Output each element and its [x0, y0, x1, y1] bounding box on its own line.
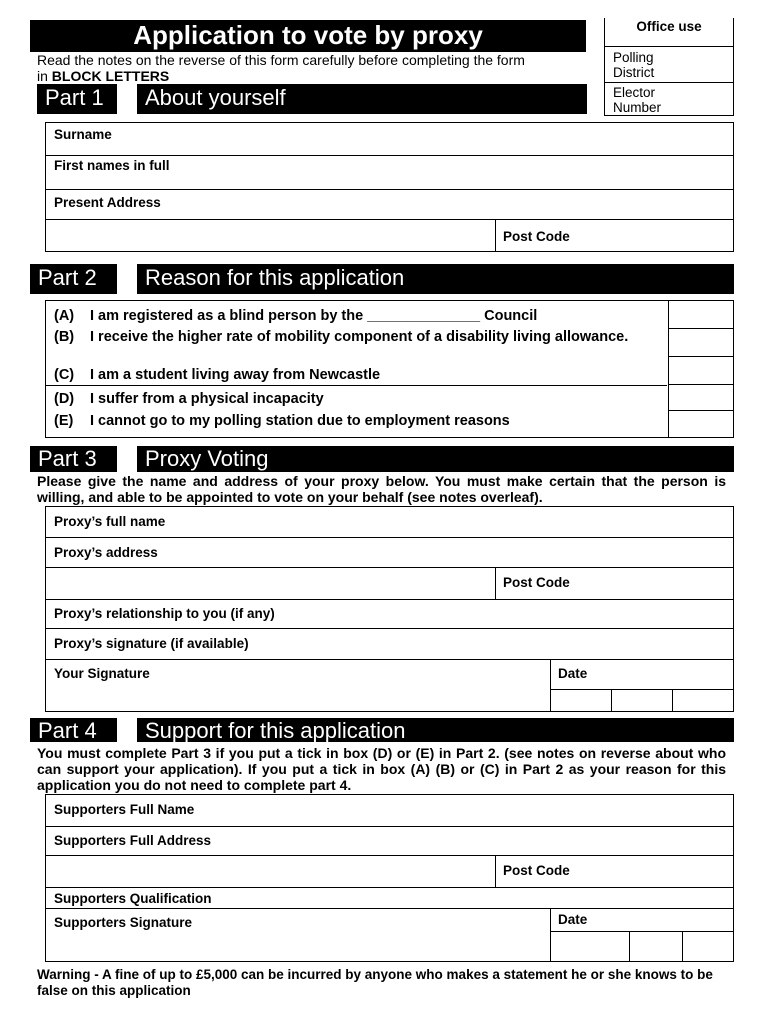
reason-code: (C) [54, 367, 75, 383]
part3-label: Part 3 [30, 446, 117, 472]
date-box-2[interactable] [611, 689, 672, 711]
supporter-address-field[interactable]: Supporters Full Address [54, 833, 212, 848]
postcode-field[interactable]: Post Code [503, 229, 570, 244]
part4-label: Part 4 [30, 718, 117, 742]
tick-box-c[interactable] [668, 357, 734, 385]
office-use-box [604, 18, 734, 116]
reason-text: I am a student living away from Newcastle [90, 367, 381, 383]
instructions [37, 52, 597, 84]
warning-text: Warning - A fine of up to £5,000 can be incurred by anyone who makes a statement he or she knows to be false on this application [37, 967, 713, 998]
elector-number-label [613, 85, 661, 115]
tick-box-a[interactable] [668, 301, 734, 329]
date-box-1[interactable] [550, 689, 611, 711]
part2-box [45, 300, 734, 438]
part1-label: Part 1 [37, 84, 117, 114]
instructions-line-1: Read the notes on the reverse of this form carefully before completing the form [37, 52, 525, 68]
proxy-relationship-field[interactable]: Proxy’s relationship to you (if any) [54, 606, 275, 621]
part3-intro: Please give the name and address of your proxy below. You must make certain that the person is willing, and able to be appointed to vote on your behalf (see notes overleaf). [37, 473, 726, 505]
supporter-signature-field[interactable]: Supporters Signature [54, 915, 193, 930]
supporter-name-field[interactable]: Supporters Full Name [54, 802, 195, 817]
form-title: Application to vote by proxy [30, 20, 586, 52]
block-letters: BLOCK LETTERS [51, 68, 170, 84]
part2-heading: Reason for this application [137, 264, 734, 294]
proxy-name-field[interactable]: Proxy’s full name [54, 514, 166, 529]
tick-box-e[interactable] [668, 411, 734, 438]
instructions-prefix: in [37, 68, 52, 84]
supporter-qualification-field[interactable]: Supporters Qualification [54, 891, 212, 906]
part4-intro: You must complete Part 3 if you put a tick in box (D) or (E) in Part 2. (see notes on reverse about who can support your application). If you put a tick in box (A) (B) or (C) in Part 2 as your reason for this application you do not need to complete part 4. [37, 745, 726, 793]
part1-heading: About yourself [137, 84, 587, 114]
polling-line: Polling [613, 50, 654, 65]
proxy-postcode-field[interactable]: Post Code [503, 575, 570, 590]
surname-field[interactable]: Surname [54, 127, 112, 142]
reason-text: I am registered as a blind person by the ______________ Council [90, 308, 538, 324]
reason-text: I receive the higher rate of mobility component of a disability living allowance. [90, 329, 629, 345]
date-label: Date [558, 666, 588, 681]
your-signature-field[interactable]: Your Signature [54, 666, 150, 681]
office-use-title: Office use [636, 19, 702, 34]
reason-code: (D) [54, 391, 75, 407]
part3-heading: Proxy Voting [137, 446, 734, 472]
supporter-date-box-3[interactable] [682, 931, 733, 961]
supporter-postcode-field[interactable]: Post Code [503, 863, 570, 878]
part3-box [45, 506, 734, 712]
part2-label: Part 2 [30, 264, 117, 294]
number-line: Number [613, 100, 662, 115]
proxy-address-field[interactable]: Proxy’s address [54, 545, 158, 560]
reason-text: I cannot go to my polling station due to employment reasons [90, 413, 510, 429]
reason-code: (E) [54, 413, 74, 429]
instructions-line-2 [37, 68, 597, 84]
tick-box-b[interactable] [668, 329, 734, 357]
part1-box [45, 122, 734, 252]
date-box-3[interactable] [672, 689, 733, 711]
reason-code: (A) [54, 308, 75, 324]
supporter-date-label: Date [558, 912, 588, 927]
supporter-date-box-2[interactable] [629, 931, 682, 961]
elector-line: Elector [613, 85, 656, 100]
tick-box-d[interactable] [668, 385, 734, 411]
first-names-field[interactable]: First names in full [54, 158, 170, 173]
reason-code: (B) [54, 329, 75, 345]
reason-text: I suffer from a physical incapacity [90, 391, 324, 407]
part4-heading: Support for this application [137, 718, 734, 742]
polling-district-label [613, 50, 654, 80]
present-address-field[interactable]: Present Address [54, 195, 161, 210]
supporter-date-box-1[interactable] [550, 931, 629, 961]
part4-box [45, 794, 734, 962]
proxy-signature-field[interactable]: Proxy’s signature (if available) [54, 636, 249, 651]
district-line: District [613, 65, 655, 80]
